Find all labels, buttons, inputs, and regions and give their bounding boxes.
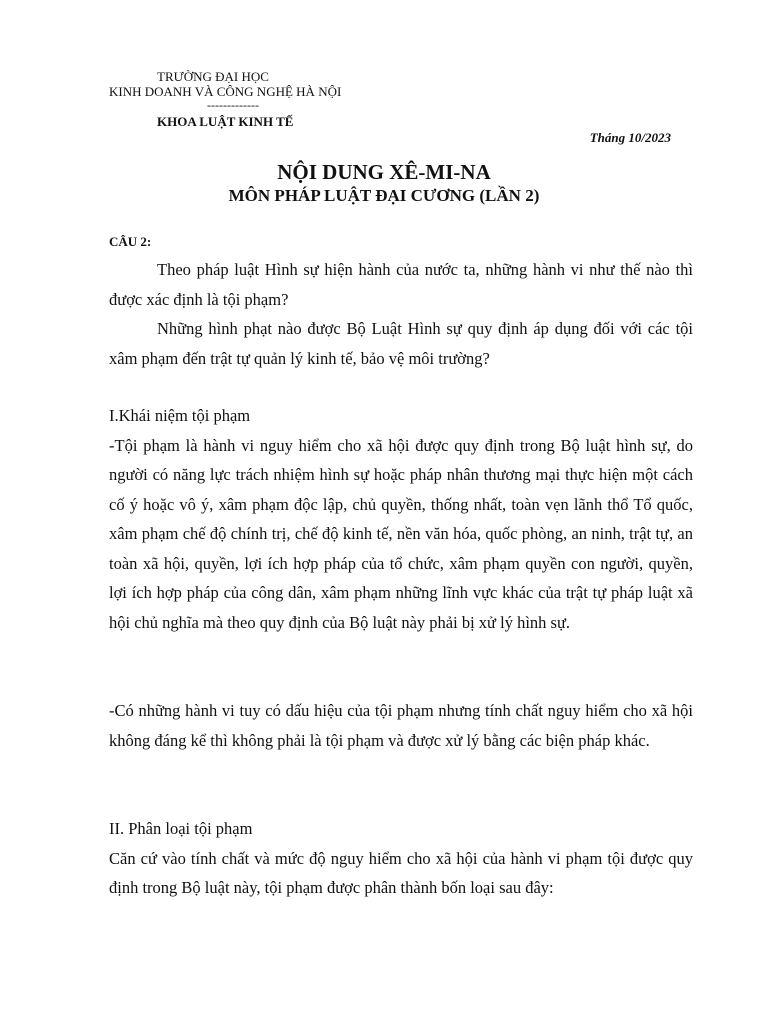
school-name-line1: TRƯỜNG ĐẠI HỌC (157, 69, 269, 84)
section-1-paragraph-2: -Có những hành vi tuy có dấu hiệu của tội phạm nhưng tính chất nguy hiểm cho xã hội không đáng kể thì không phải là tội phạm và được xử lý bằng các biện pháp khác. (109, 701, 693, 750)
section-1-paragraph-1: -Tội phạm là hành vi nguy hiểm cho xã hội được quy định trong Bộ luật hình sự, do người có năng lực trách nhiệm hình sự hoặc pháp nhân thương mại thực hiện một cách cố ý hoặc vô ý, xâm phạm độc lập, chủ quyền, thống nhất, toàn vẹn lãnh thổ Tổ quốc, xâm phạm chế độ chính trị, chế độ kinh tế, nền văn hóa, quốc phòng, an ninh, trật tự, an toàn xã hội, quyền, lợi ích hợp pháp của tổ chức, xâm phạm quyền con người, quyền, lợi ích hợp pháp của công dân, xâm phạm những lĩnh vực khác của trật tự pháp luật xã hội chủ nghĩa mà theo quy định của Bộ luật này phải bị xử lý hình sự. (109, 435, 693, 632)
section-2-heading: II. Phân loại tội phạm (109, 819, 253, 838)
section-1 (109, 401, 693, 637)
section-1-heading: I.Khái niệm tội phạm (109, 406, 251, 425)
document-subtitle: MÔN PHÁP LUẬT ĐẠI CƯƠNG (LẦN 2) (228, 186, 540, 205)
faculty-name: KHOA LUẬT KINH TẾ (157, 114, 294, 129)
question-block (109, 255, 693, 373)
document-date: Tháng 10/2023 (589, 130, 671, 145)
question-label: CÂU 2: (109, 234, 152, 249)
section-2-paragraph-1: Căn cứ vào tính chất và mức độ nguy hiểm cho xã hội của hành vi phạm tội được quy định trong Bộ luật này, tội phạm được phân thành bốn loại sau đây: (109, 848, 693, 897)
school-name-line2: KINH DOANH VÀ CÔNG NGHỆ HÀ NỘI (109, 84, 342, 99)
section-2 (109, 814, 693, 903)
section-1-continued (109, 696, 693, 755)
question-paragraph-1: Theo pháp luật Hình sự hiện hành của nước ta, những hành vi như thế nào thì được xác định là tội phạm? (109, 260, 693, 309)
question-paragraph-2: Những hình phạt nào được Bộ Luật Hình sự quy định áp dụng đối với các tội xâm phạm đến trật tự quản lý kinh tế, bảo vệ môi trường? (109, 319, 693, 368)
header-separator: ------------- (207, 98, 259, 112)
document-title: NỘI DUNG XÊ-MI-NA (277, 160, 491, 184)
